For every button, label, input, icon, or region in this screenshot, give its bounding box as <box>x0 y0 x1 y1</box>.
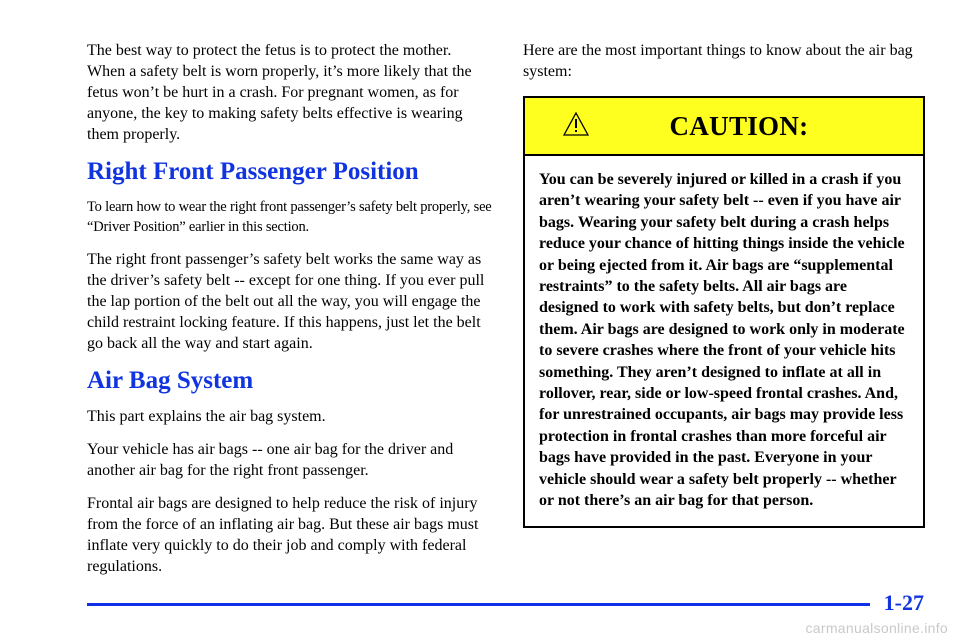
watermark: carmanualsonline.info <box>805 620 948 636</box>
frontal-air-bags-paragraph: Frontal air bags are designed to help reduce the risk of injury from the force of an inflating air bag. But these air bags must inflate very quickly to do their job and comply with federal regulations. <box>87 495 479 575</box>
caution-box <box>523 96 925 528</box>
air-bags-count-paragraph: Your vehicle has air bags -- one air bag for the driver and another air bag for the right front passenger. <box>87 441 454 479</box>
air-bag-intro-paragraph: This part explains the air bag system. <box>87 408 326 425</box>
right-column <box>523 40 929 528</box>
caution-title: CAUTION: <box>669 110 809 141</box>
passenger-belt-paragraph: The right front passenger’s safety belt works the same way as the driver’s safety belt -- except for one thing. If you ever pull the lap portion of the belt out all the way, you will engage the child restraint locking feature. If this happens, just let the belt go back all the way and start again. <box>87 251 485 352</box>
caution-text: You can be severely injured or killed in a crash if you aren’t wearing your safety belt -- even if you have air bags. Wearing your safety belt during a crash helps reduce your chance of hitting things inside the vehicle or being ejected from it. Air bags are “supplemental restraints” to the safety belts. All air bags are designed to work with safety belts, but don’t replace them. Air bags are designed to work only in moderate to severe crashes where the front of your vehicle hits something. They aren’t designed to inflate at all in rollover, rear, side or low-speed frontal crashes. And, for unrestrained occupants, air bags may provide less protection in frontal crashes than more forceful air bags have provided in the past. Everyone in your vehicle should wear a safety belt properly -- whether or not there’s an air bag for that person. <box>539 171 905 510</box>
heading-right-front-passenger: Right Front Passenger Position <box>87 158 419 185</box>
left-column <box>87 40 492 589</box>
driver-position-reference: To learn how to wear the right front passenger’s safety belt properly, see “Driver Position” earlier in this section. <box>87 199 492 235</box>
air-bag-facts-intro: Here are the most important things to know about the air bag system: <box>523 42 913 80</box>
page-number: 1-27 <box>883 590 924 615</box>
footer-rule <box>87 603 870 606</box>
intro-paragraph: The best way to protect the fetus is to protect the mother. When a safety belt is worn properly, it’s more likely that the fetus won’t be hurt in a crash. For pregnant women, as for anyone, the key to making safety belts effective is wearing them properly. <box>87 42 472 143</box>
warning-triangle-icon <box>563 112 589 136</box>
heading-air-bag-system: Air Bag System <box>87 367 254 394</box>
caution-header <box>525 98 923 156</box>
